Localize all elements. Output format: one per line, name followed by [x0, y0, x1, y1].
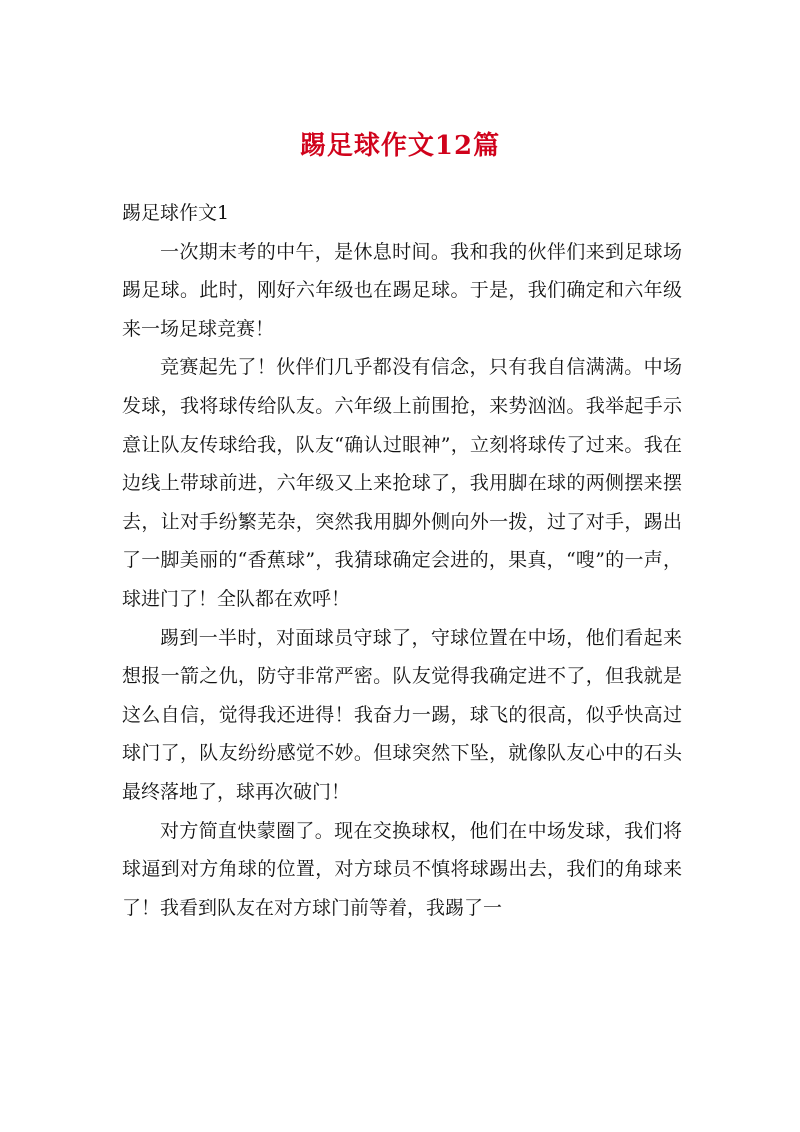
document-body — [122, 194, 682, 927]
paragraph-3: 踢到一半时，对面球员守球了，守球位置在中场，他们看起来想报一箭之仇，防守非常严密。队友觉得我确定进不了，但我就是这么自信，觉得我还进得！我奋力一踢，球飞的很高，似乎快高过球门了，队友纷纷感觉不妙。但球突然下坠，就像队友心中的石头最终落地了，球再次破门！ — [122, 626, 682, 803]
section-heading: 踢足球作文1 — [122, 202, 230, 224]
paragraph-4: 对方简直快蒙圈了。现在交换球权，他们在中场发球，我们将球逼到对方角球的位置，对方球员不慎将球踢出去，我们的角球来了！我看到队友在对方球门前等着，我踢了一 — [122, 819, 682, 919]
paragraph-1: 一次期末考的中午，是休息时间。我和我的伙伴们来到足球场踢足球。此时，刚好六年级也在踢足球。于是，我们确定和六年级来一场足球竞赛！ — [122, 240, 682, 340]
paragraph-2: 竞赛起先了！伙伴们几乎都没有信念，只有我自信满满。中场发球，我将球传给队友。六年级上前围抢，来势汹汹。我举起手示意让队友传球给我，队友“确认过眼神”，立刻将球传了过来。我在边线上带球前进，六年级又上来抢球了，我用脚在球的两侧摆来摆去，让对手纷繁芜杂，突然我用脚外侧向外一拨，过了对手，踢出了一脚美丽的“香蕉球”，我猜球确定会进的，果真，“嗖”的一声，球进门了！全队都在欢呼！ — [122, 356, 682, 610]
document-title: 踢足球作文12篇 — [299, 131, 501, 161]
